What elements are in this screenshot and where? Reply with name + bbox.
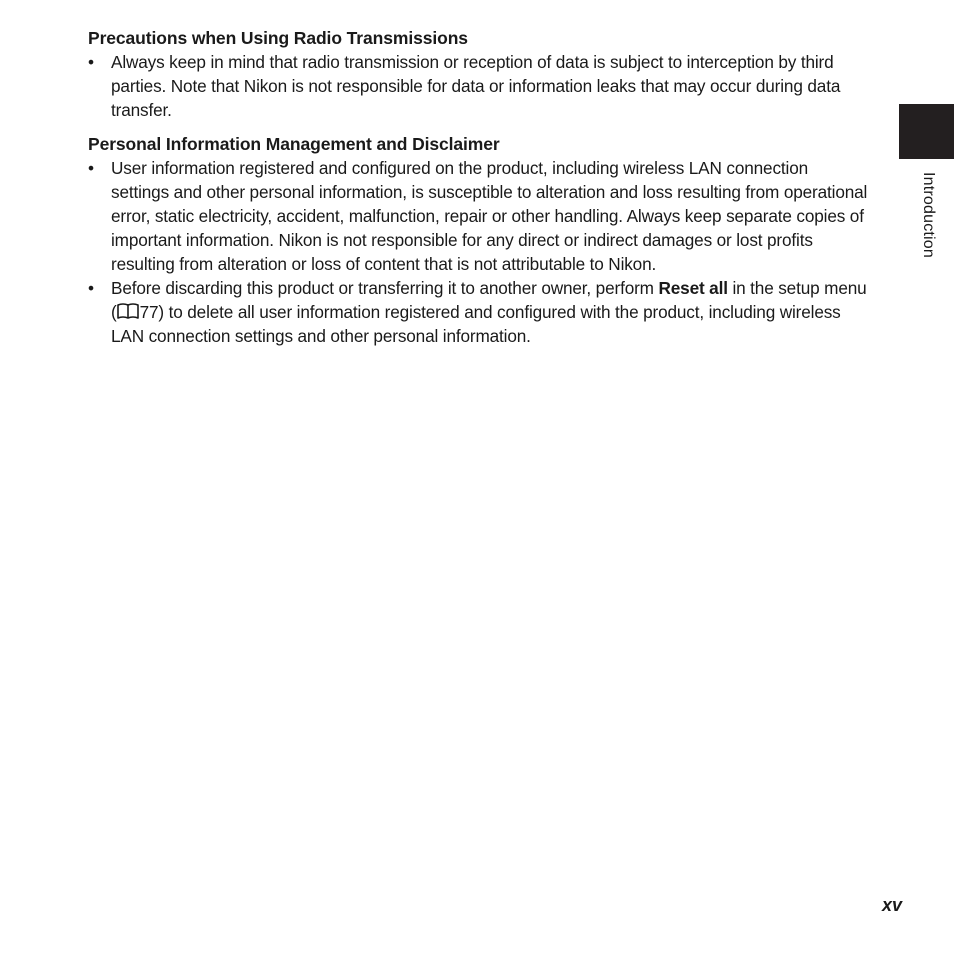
chapter-label: Introduction	[920, 172, 937, 259]
bullet-list	[88, 156, 868, 348]
book-icon	[117, 303, 139, 320]
list-item	[88, 50, 868, 122]
list-item-text-before: Before discarding this product or transferring it to another owner, perform	[111, 278, 659, 298]
section-heading: Precautions when Using Radio Transmissions	[88, 28, 468, 48]
list-item-text-after: ) to delete all user information registered and configured with the product, including wireless LAN connection settings and other personal information.	[111, 302, 841, 346]
reset-all-menu-name: Reset all	[658, 278, 728, 298]
page-content	[88, 26, 868, 358]
bullet-mark: •	[88, 52, 94, 72]
list-item-text: User information registered and configured on the product, including wireless LAN connection settings and other personal information, is susceptible to alteration and loss resulting from operational error, static electricity, accident, malfunction, repair or other handling. Always keep separate copies of important information. Nikon is not responsible for any direct or indirect damages or lost profits resulting from alteration or loss of content that is not attributable to Nikon.	[111, 158, 868, 274]
list-item	[88, 156, 868, 276]
bullet-mark: •	[88, 278, 94, 298]
bullet-mark: •	[88, 158, 94, 178]
list-item-text: Always keep in mind that radio transmission or reception of data is subject to interception by third parties. Note that Nikon is not responsible for data or information leaks that may occur during data transfer.	[111, 52, 841, 120]
list-item-text-middle: in the setup menu (	[111, 278, 867, 322]
bullet-list	[88, 50, 868, 122]
page-number: xv	[882, 895, 903, 915]
section-radio-precautions	[88, 26, 868, 122]
section-heading: Personal Information Management and Disclaimer	[88, 134, 500, 154]
list-item	[88, 276, 868, 348]
section-personal-info	[88, 132, 868, 348]
chapter-tab	[899, 104, 954, 159]
page-reference[interactable]: 77	[139, 302, 159, 322]
